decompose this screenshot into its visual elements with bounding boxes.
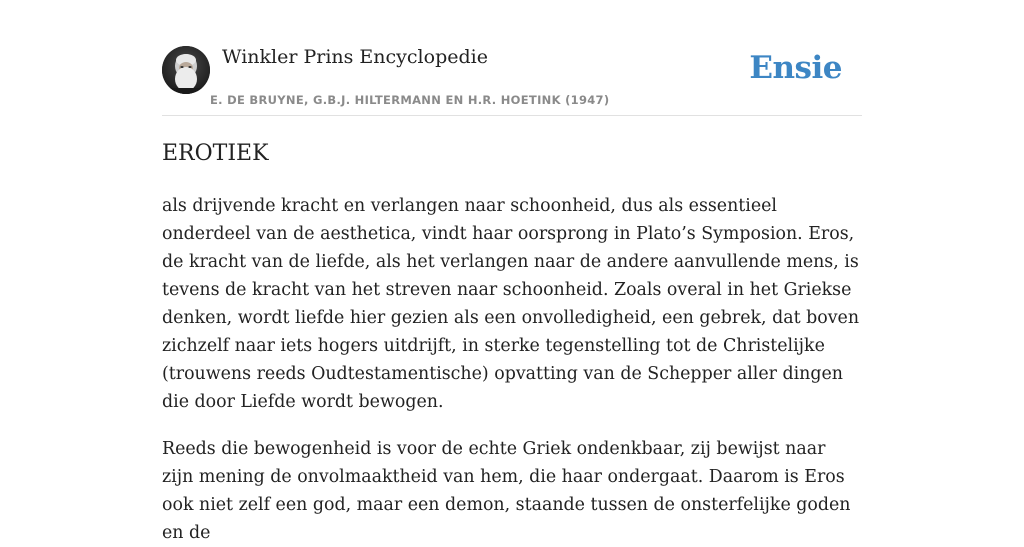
article-paragraph: als drijvende kracht en verlangen naar schoonheid, dus als essentieel onderdeel van de aesthetica, vindt haar oorsprong in Plato’s Symposion. Eros, de kracht van de liefde, als het verlangen naar de andere aanvullende mens, is tevens de kracht van het streven naar schoonheid. Zoals overal in het Griekse denken, wordt liefde hier gezien als een onvolledigheid, een gebrek, dat boven zichzelf naar iets hogers uitdrijft, in sterke tegenstelling tot de Christelijke (trouwens reeds Oudtestamentische) opvatting van de Schepper aller dingen die door Liefde wordt bewogen. xyxy=(162,196,860,412)
avatar[interactable] xyxy=(162,46,210,94)
header xyxy=(162,0,862,116)
page xyxy=(162,0,862,543)
author-portrait-icon xyxy=(162,46,210,94)
encyclopedia-title[interactable]: Winkler Prins Encyclopedie xyxy=(222,46,488,68)
authors-byline: E. DE BRUYNE, G.B.J. HILTERMANN EN H.R. HOETINK (1947) xyxy=(210,93,610,107)
article-title: EROTIEK xyxy=(162,141,269,166)
brand-logo[interactable]: Ensie xyxy=(749,50,842,86)
article-paragraph: Reeds die bewogenheid is voor de echte Griek ondenkbaar, zij bewijst naar zijn mening de onvolmaaktheid van hem, die haar ondergaat. Daarom is Eros ook niet zelf een god, maar een demon, staande tussen de onsterfelijke goden en de xyxy=(162,439,851,543)
